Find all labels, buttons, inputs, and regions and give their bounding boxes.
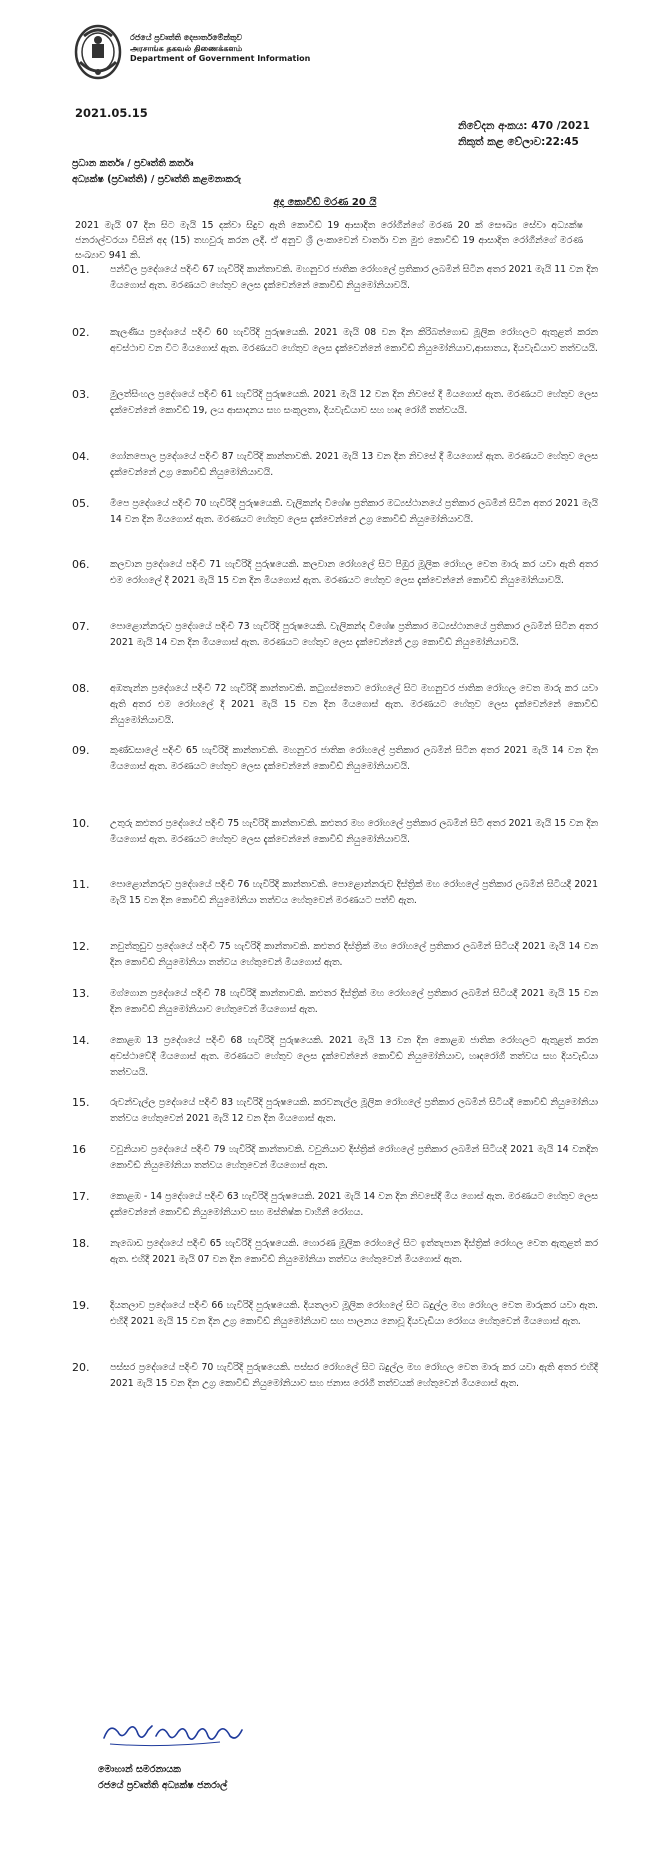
item-text: කලවාන ප්‍රදේශයේ පදිංචි 71 හැවිරිදි පුරුෂයෙකි. කලවාන රෝහලේ සිට පිඹුර මූලික රෝහල වෙත මාරු කර යවා ඇති අතර එම රෝහලේ දී 2021 මැයි 15 වන දින මියගොස් ඇත. මරණයට හේතුව ලෙස දැක්වෙන්නේ කොවිඩ් නියුමෝනියාවයි. (110, 559, 598, 586)
item-text: පොළොන්නරුව ප්‍රදේශයේ පදිංචි 76 හැවිරිදි කාන්තාවකි. පොළොන්නරුව දිස්ත්‍රික් මහ රෝහලේ ප්‍රතිකාර ලබමින් සිටියදී 2021 මැයි 15 වන දින කොවිඩ් නියුමෝනියා තත්වය හේතුවෙන් මරණයට පත්වී ඇත. (110, 879, 598, 906)
item-text: උතුරු කළුතර ප්‍රදේශයේ පදිංචි 75 හැවිරිදි කාන්තාවකි. කළුතර මහ රෝහලේ ප්‍රතිකාර ලබමින් සිටි අතර 2021 මැයි 15 වන දින මියගොස් ඇත. මරණයට හේතුව ලෙස දැක්වෙන්නේ කොවිඩ් නියුමෝනියාවයි. (110, 818, 598, 845)
signatory-title: රජයේ ප්‍රවෘත්ති අධ්‍යක්ෂ ජනරාල් (98, 1780, 228, 1791)
recipient-line-1: ප්‍රධාන කර්තෘ / ප්‍රවෘත්ති කර්තෘ (72, 158, 194, 169)
item-text: අඹතැන්න ප්‍රදේශයේ පදිංචි 72 හැවිරිදි කාන්තාවකි. කටුගස්තොට රෝහලේ සිට මහනුවර ජාතික රෝහල වෙත මාරු කර යවා ඇති අතර එම රෝහලේ දී 2021 මැයි 15 වන දින මියගොස් ඇත. මරණයට හේතුව ලෙස දැක්වෙන්නේ කොවිඩ් නියුමෝනියාවයි. (110, 683, 598, 726)
item-number: 10. (72, 817, 90, 830)
item-number: 14. (72, 1034, 90, 1047)
signatory-name: මොහාන් සමරනායක (98, 1764, 181, 1775)
recipients (72, 156, 241, 188)
item-number: 08. (72, 682, 90, 695)
item-text: නවුත්තුඩුව ප්‍රදේශයේ පදිංචි 75 හැවිරිදි කාන්තාවකි. කළුතර දිස්ත්‍රික් මහ රෝහලේ ප්‍රතිකාර ලබමින් සිටියදී 2021 මැයි 14 වන දින කොවිඩ් නියුමෝනියා තත්වය හේතුවෙන් මියගොස් ඇත. (110, 941, 598, 968)
item-number: 06. (72, 558, 90, 571)
item-text: රුවන්වැල්ල ප්‍රදේශයේ පදිංචි 83 හැවිරිදි පුරුෂයෙකි. කරවනැල්ල මූලික රෝහලේ ප්‍රතිකාර ලබමින් සිටියදී කොවිඩ් නියුමෝනියා තත්වය හේතුවෙන් 2021 මැයි 12 වන දින මියගොස් ඇත. (110, 1097, 598, 1124)
document-title: අද කොවිඩ් මරණ 20 යි (273, 197, 377, 208)
item-text: නැබොඩ ප්‍රදේශයේ පදිංචි 65 හැවිරිදි පුරුෂයෙකි. හොරණ මූලික රෝහලේ සිට ඉත්තැපාන දිස්ත්‍රික් රෝහල වෙත ඇතුළත් කර ඇත. එහිදී 2021 මැයි 07 වන දින කොවිඩ් නියුමෝනියා තත්වය හේතුවෙන් මියගොස් ඇත. (110, 1238, 598, 1265)
intro-paragraph: 2021 මැයි 07 දින සිට මැයි 15 දක්වා සිදුව ඇති කොවිඩ් 19 ආසාදිත රෝගීන්ගේ මරණ 20 ක් සෞඛ්‍ය සේවා අධ්‍යක්ෂ ජනරාල්වරයා විසින් අද (15) තහවුරු කරන ලදී. ඒ අනුව ශ්‍රී ලංකාවෙන් වාර්තා වන මුළු කොවිඩ් 19 ආසාදිත රෝගීන්ගේ මරණ සංඛ්‍යාව 941 කි. (75, 220, 583, 261)
item-text: මග්ගොන ප්‍රදේශයේ පදිංචි 78 හැවිරිදි කාන්තාවකි. කළුතර දිස්ත්‍රික් මහ රෝහලේ ප්‍රතිකාර ලබමින් සිටියදී 2021 මැයි 15 වන දින කොවිඩ් නියුමෝනියාව හේතුවෙන් මියගොස් ඇත. (110, 988, 598, 1015)
item-number: 11. (72, 878, 90, 891)
department-name-tamil: அரசாங்க தகவல் திணைக்களம் (130, 43, 243, 53)
item-text: කොළඹ 13 ප්‍රදේශයේ පදිංචි 68 හැවිරිදි පුරුෂයෙකි. 2021 මැයි 13 වන දින කොළඹ ජාතික රෝහලට ඇතුළත් කරන අවස්ථාවේදී මියගොස් ඇත. මරණයට හේතුව ලෙස දැක්වෙන්නේ කොවිඩ් නියුමෝනියාව, හෘදරෝගී තත්වය සහ දියවැඩියා තත්වයයි. (110, 1035, 598, 1078)
item-text: මීපෙ ප්‍රදේශයේ පදිංචි 70 හැවිරිදි පුරුෂයෙකි. වැලිකන්ද විශේෂ ප්‍රතිකාර මධ්‍යස්ථානයේ ප්‍රතිකාර ලබමින් සිටින අතර 2021 මැයි 14 වන දින මියගොස් ඇත. මරණයට හේතුව ලෙස දැක්වෙන්නේ උග්‍ර කොවිඩ් නියුමෝනියාවයි. (110, 498, 598, 525)
item-number: 05. (72, 497, 90, 510)
item-text: ගෝනපොල ප්‍රදේශයේ පදිංචි 87 හැවිරිදි කාන්තාවකි. 2021 මැයි 13 වන දින නිවසේ දී මියගොස් ඇත. මරණයට හේතුව ලෙස දැක්වෙන්නේ උග්‍ර කොවිඩ් නියුමෝනියාවයි. (110, 451, 598, 478)
item-text: කැලණිය ප්‍රදේශයේ පදිංචි 60 හැවිරිදි පුරුෂයෙකි. 2021 මැයි 08 වන දින කිරිබත්ගොඩ මූලික රෝහලට ඇතුළත් කරන අවස්ථාව වන විට මියගොස් ඇත. මරණයට හේතුව ලෙස දැක්වෙන්නේ කොවිඩ් නියුමෝනියාව,ආඝාතය, දියවැඩියාව තත්වයයි. (110, 327, 598, 354)
item-text: පොළොන්නරුව ප්‍රදේශයේ පදිංචි 73 හැවිරිදි පුරුෂයෙකි. වැලිකන්ද විශේෂ ප්‍රතිකාර මධ්‍යස්ථානයේ ප්‍රතිකාර ලබමින් සිටින අතර 2021 මැයි 14 වන දින මියගොස් ඇත. මරණයට හේතුව ලෙස දැක්වෙන්නේ උග්‍ර කොවිඩ් නියුමෝනියාවයි. (110, 621, 598, 648)
item-number: 01. (72, 263, 90, 276)
item-number: 17. (72, 1190, 90, 1203)
signature-image (100, 1718, 250, 1750)
item-text: පස්සර ප්‍රදේශයේ පදිංචි 70 හැවිරිදි පුරුෂයෙකි. පස්සර රෝහලේ සිට බදුල්ල මහ රෝහල වෙත මාරු කර යවා ඇති අතර එහිදී 2021 මැයි 15 වන දින උග්‍ර කොවිඩ් නියුමෝනියාව සහ ජනාඝ රෝගී තත්වයක් හේතුවෙන් මියගොස් ඇත. (110, 1362, 598, 1389)
item-number: 20. (72, 1361, 90, 1374)
item-text: මුලත්සිංහල ප්‍රදේශයේ පදිංචි 61 හැවිරිදි පුරුෂයෙකි. 2021 මැයි 12 වන දින නිවසේ දී මියගොස් ඇත. මරණයට හේතුව ලෙස දැක්වෙන්නේ කොවිඩ් 19, ලය ආසාදනය සහ සංකූලතා, දියවැඩියාව සහ හෘද රෝගී තත්වයයි. (110, 389, 598, 416)
item-text: වවුනියාව ප්‍රදේශයේ පදිංචි 79 හැවිරිදි කාන්තාවකි. වවුනියාව දිස්ත්‍රික් රෝහලේ ප්‍රතිකාර ලබමින් සිටියදී 2021 මැයි 14 වනදින කොවිඩ් නියුමෝනියා තත්වය හේතුවෙන් මියගොස් ඇත. (110, 1144, 598, 1171)
item-text: දියතලාව ප්‍රදේශයේ පදිංචි 66 හැවිරිදි පුරුෂයෙකි. දියතලාව මූලික රෝහලේ සිට බදුල්ල මහ රෝහල වෙත මාරුකර යවා ඇත. එහිදී 2021 මැයි 15 වන දින උග්‍ර කොවිඩ් නියුමෝනියාව සහ පාලනය නොවූ දියවැඩියා රෝගය හේතුවෙන් මියගොස් ඇත. (110, 1300, 598, 1327)
recipient-line-2: අධ්‍යක්ෂ (ප්‍රවෘත්ති) / ප්‍රවෘත්ති කළමනාකරු (72, 174, 242, 185)
signatory-block (98, 1762, 227, 1794)
government-emblem-icon (70, 22, 126, 82)
department-name-sinhala: රජයේ ප්‍රවෘත්ති දෙපාර්තමේන්තුව (130, 33, 243, 42)
item-number: 04. (72, 450, 90, 463)
item-number: 15. (72, 1096, 90, 1109)
item-text: කොළඹ - 14 ප්‍රදේශයේ පදිංචි 63 හැවිරිදි පුරුෂයෙකි. 2021 මැයි 14 වන දින නිවසේදී මිය ගොස් ඇත. මරණයට හේතුව ලෙස දැක්වෙන්නේ කොවිඩ් නියුමෝනියාව සහ මස්තිෂ්ක වාහිනී රෝගය. (110, 1191, 598, 1218)
item-number: 12. (72, 940, 90, 953)
release-date: 2021.05.15 (75, 106, 148, 120)
release-time: නිකුත් කළ වේලාව:22:45 (458, 136, 579, 148)
item-number: 18. (72, 1237, 90, 1250)
item-number: 02. (72, 326, 90, 339)
item-text: පන්විල ප්‍රදේශයේ පදිංචි 67 හැවිරිදි කාන්තාවකි. මහනුවර ජාතික රෝහලේ ප්‍රතිකාර ලබමින් සිටින අතර 2021 මැයි 11 වන දින මියගොස් ඇත. මරණයට හේතුව ලෙස දැක්වෙන්නේ කොවිඩ් නියුමෝනියාවයි. (110, 264, 598, 291)
item-number: 13. (72, 987, 90, 1000)
department-name-block (130, 33, 310, 65)
item-number: 19. (72, 1299, 90, 1312)
item-text: කුණ්ඩසාලේ පදිංචි 65 හැවිරිදි කාන්තාවකි. මහනුවර ජාතික රෝහලේ ප්‍රතිකාර ලබමින් සිටින අතර 2021 මැයි 14 වන දින මියගොස් ඇත. මරණයට හේතුව ලෙස දැක්වෙන්නේ කොවිඩ් නියුමෝනියාවයි. (110, 745, 598, 772)
document-title-wrap (0, 197, 650, 208)
item-number: 16 (72, 1143, 86, 1156)
release-number: නිවේදන අංකය: 470 /2021 (458, 120, 590, 132)
item-number: 09. (72, 744, 90, 757)
item-number: 03. (72, 388, 90, 401)
item-number: 07. (72, 620, 90, 633)
department-name-english: Department of Government Information (130, 54, 311, 63)
release-reference (458, 118, 590, 150)
